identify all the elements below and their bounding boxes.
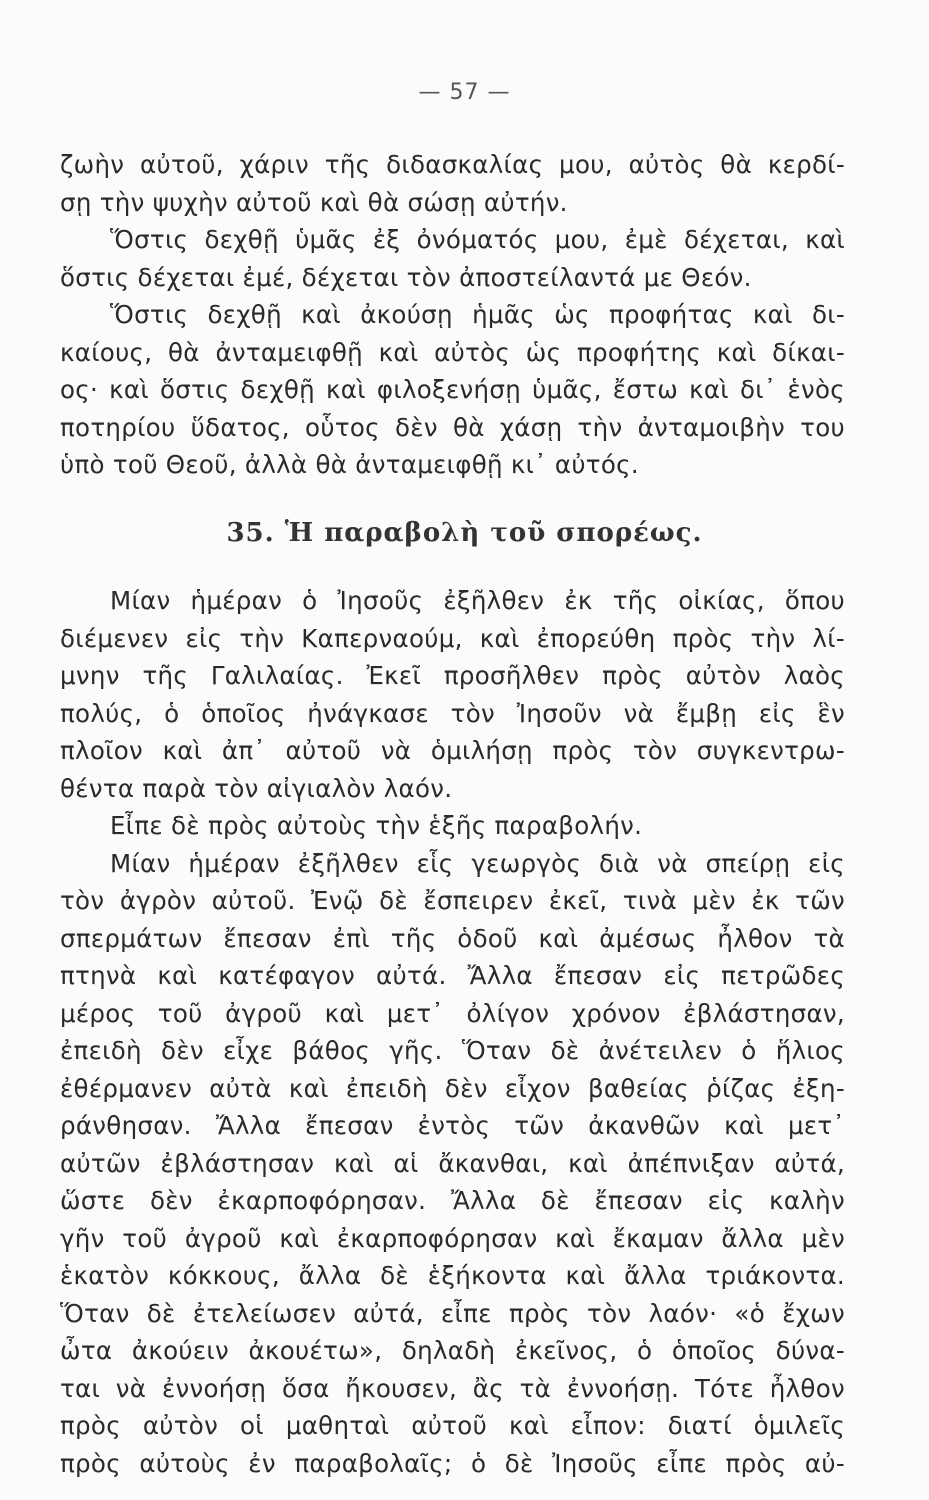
- text-line: Ὅταν δὲ ἐτελείωσεν αὐτά, εἶπε πρὸς τὸν λαόν· «ὁ ἔχων: [60, 1298, 845, 1328]
- text-line: πτηνὰ καὶ κατέφαγον αὐτά. Ἄλλα ἔπεσαν εἰς πετρῶδες: [60, 961, 845, 990]
- text-line: διέμενεν εἰς τὴν Καπερναούμ, καὶ ἐπορεύθη πρὸς τὴν λί-: [60, 623, 845, 653]
- text-line: πλοῖον καὶ ἀπ᾽ αὐτοῦ νὰ ὁμιλήσῃ πρὸς τὸν συγκεντρω-: [60, 736, 845, 765]
- text-line: Εἶπε δὲ πρὸς αὐτοὺς τὴν ἑξῆς παραβολήν.: [110, 811, 643, 840]
- parable-text: [60, 582, 845, 1482]
- text-line: αὐτῶν ἐβλάστησαν καὶ αἱ ἄκανθαι, καὶ ἀπέπνιξαν αὐτά,: [60, 1148, 845, 1178]
- text-line: σπερμάτων ἔπεσαν ἐπὶ τῆς ὁδοῦ καὶ ἀμέσως ἦλθον τὰ: [60, 923, 845, 953]
- text-line: Ὅστις δεχθῇ ὑμᾶς ἐξ ὀνόματός μου, ἐμὲ δέχεται, καὶ: [110, 225, 845, 254]
- text-line: πολύς, ὁ ὁποῖος ἠνάγκασε τὸν Ἰησοῦν νὰ ἔμβῃ εἰς ἓν: [60, 698, 845, 728]
- text-line: σῃ τὴν ψυχὴν αὐτοῦ καὶ θὰ σώσῃ αὐτήν.: [60, 187, 568, 217]
- text-line: ὅστις δέχεται ἐμέ, δέχεται τὸν ἀποστείλαντά με Θεόν.: [60, 262, 752, 292]
- text-line: γῆν τοῦ ἀγροῦ καὶ ἐκαρποφόρησαν καὶ ἔκαμαν ἄλλα μὲν: [60, 1223, 845, 1253]
- text-line: καίους, θὰ ἀνταμειφθῇ καὶ αὐτὸς ὡς προφήτης καὶ δίκαι-: [60, 337, 845, 367]
- page-number: — 57 —: [418, 80, 511, 105]
- text-line: ἐθέρμανεν αὐτὰ καὶ ἐπειδὴ δὲν εἶχον βαθείας ῥίζας ἐξη-: [60, 1073, 845, 1103]
- text-line: ται νὰ ἐννοήσῃ ὅσα ἤκουσεν, ἂς τὰ ἐννοήσῃ. Τότε ἦλθον: [60, 1373, 845, 1403]
- text-line: μνην τῆς Γαλιλαίας. Ἐκεῖ προσῆλθεν πρὸς αὐτὸν λαὸς: [60, 661, 845, 690]
- text-line: ἑκατὸν κόκκους, ἄλλα δὲ ἑξήκοντα καὶ ἄλλα τριάκοντα.: [60, 1261, 845, 1290]
- text-line: πρὸς αὐτοὺς ἐν παραβολαῖς; ὁ δὲ Ἰησοῦς εἶπε πρὸς αὐ-: [60, 1448, 845, 1478]
- text-line: μέρος τοῦ ἀγροῦ καὶ μετ᾽ ὀλίγον χρόνον ἐβλάστησαν,: [60, 998, 845, 1028]
- section-heading: 35. Ἡ παραβολὴ τοῦ σπορέως.: [226, 518, 703, 548]
- text-line: ος· καὶ ὅστις δεχθῇ καὶ φιλοξενήσῃ ὑμᾶς, ἔστω καὶ δι᾽ ἑνὸς: [60, 375, 845, 404]
- text-line: Μίαν ἡμέραν ἐξῆλθεν εἷς γεωργὸς διὰ νὰ σπείρῃ εἰς: [110, 848, 845, 878]
- text-line: ὑπὸ τοῦ Θεοῦ, ἀλλὰ θὰ ἀνταμειφθῇ κι᾽ αὐτός.: [60, 450, 639, 479]
- text-line: ὥστε δὲν ἐκαρποφόρησαν. Ἄλλα δὲ ἔπεσαν εἰς καλὴν: [60, 1186, 845, 1215]
- text-line: ράνθησαν. Ἄλλα ἔπεσαν ἐντὸς τῶν ἀκανθῶν καὶ μετ᾽: [60, 1111, 845, 1140]
- text-line: πρὸς αὐτὸν οἱ μαθηταὶ αὐτοῦ καὶ εἶπον: διατί ὁμιλεῖς: [60, 1411, 845, 1440]
- text-line: ποτηρίου ὕδατος, οὗτος δὲν θὰ χάσῃ τὴν ἀνταμοιβὴν του: [60, 412, 845, 442]
- text-line: Μίαν ἡμέραν ὁ Ἰησοῦς ἐξῆλθεν ἐκ τῆς οἰκίας, ὅπου: [110, 586, 845, 615]
- text-line: τὸν ἀγρὸν αὐτοῦ. Ἐνῷ δὲ ἔσπειρεν ἐκεῖ, τινὰ μὲν ἐκ τῶν: [60, 886, 845, 915]
- text-line: ἐπειδὴ δὲν εἶχε βάθος γῆς. Ὅταν δὲ ἀνέτειλεν ὁ ἥλιος: [60, 1036, 845, 1065]
- paragraph-continued: [60, 146, 845, 484]
- text-line: Ὅστις δεχθῇ καὶ ἀκούσῃ ἡμᾶς ὡς προφήτας καὶ δι-: [110, 300, 845, 329]
- text-line: θέντα παρὰ τὸν αἰγιαλὸν λαόν.: [60, 773, 453, 803]
- text-line: ὦτα ἀκούειν ἀκουέτω», δηλαδὴ ἐκεῖνος, ὁ ὁποῖος δύνα-: [60, 1336, 845, 1365]
- text-line: ζωὴν αὐτοῦ, χάριν τῆς διδασκαλίας μου, αὐτὸς θὰ κερδί-: [60, 150, 845, 179]
